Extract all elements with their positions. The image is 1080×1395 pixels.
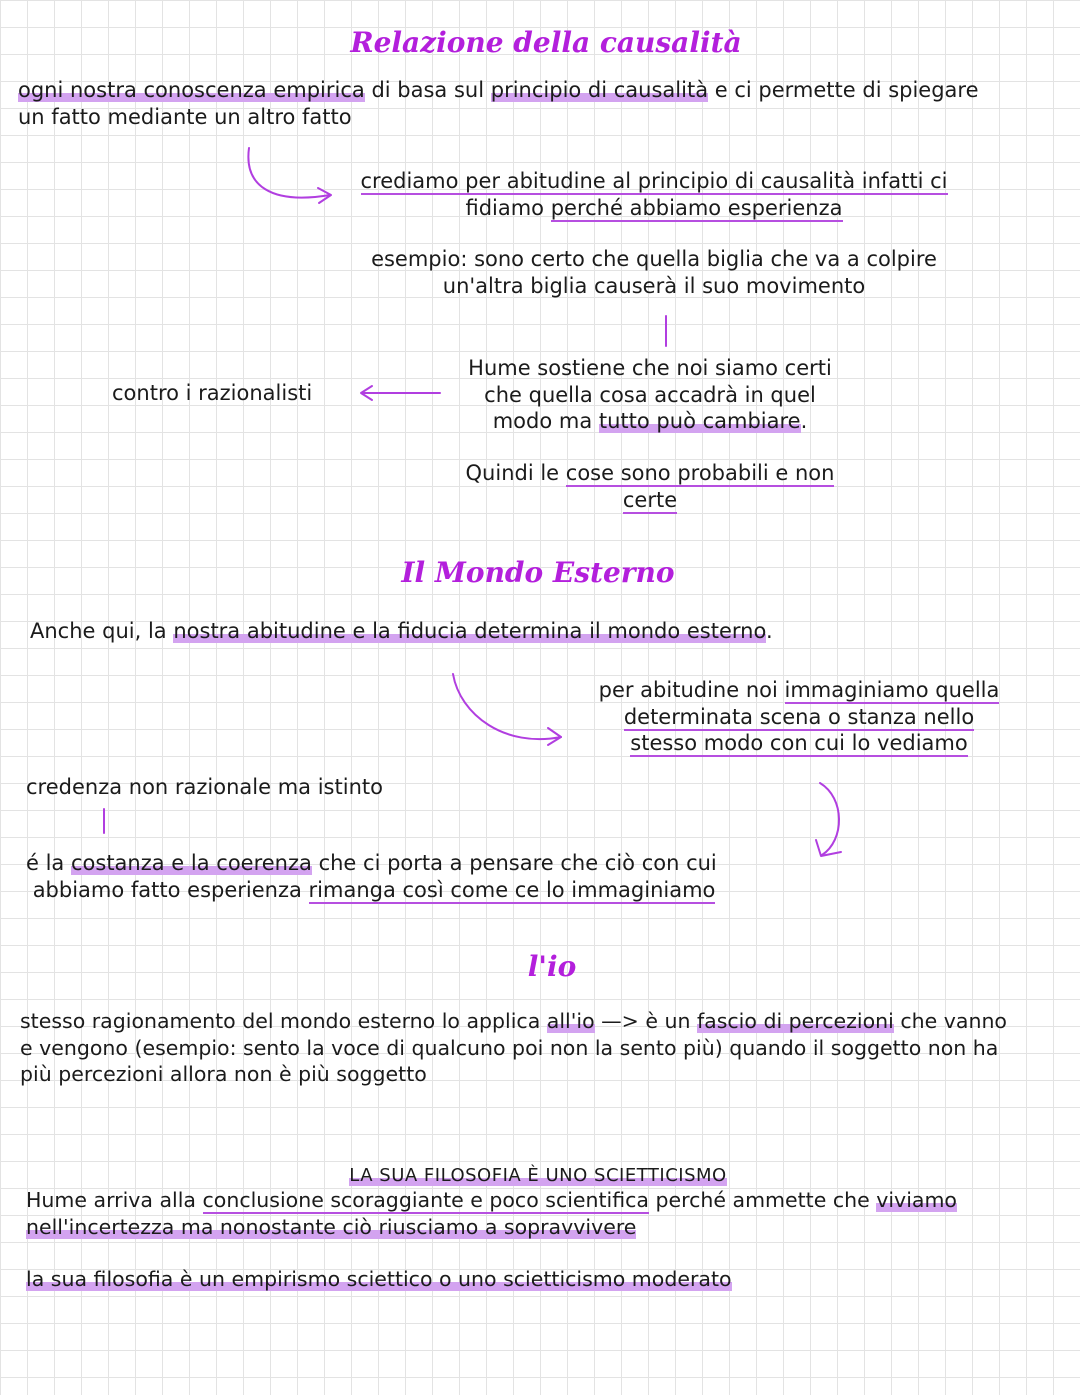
text-fragment: un fatto mediante un altro fatto bbox=[18, 104, 352, 129]
text-fragment: di basa sul bbox=[364, 78, 491, 102]
paragraph-probabili bbox=[430, 460, 870, 513]
highlight-incertezza: nell'incertezza ma nonostante ciò riusciamo a sopravvivere bbox=[26, 1214, 637, 1239]
paragraph-esempio-biglia bbox=[300, 246, 1008, 299]
text-fragment: modo ma bbox=[492, 409, 599, 433]
text-fragment: fidiamo bbox=[465, 195, 551, 220]
highlight-heading: LA SUA FILOSOFIA È UNO SCIETTICISMO bbox=[349, 1165, 727, 1186]
text-fragment: e ci permette di spiegare bbox=[708, 78, 979, 102]
text-fragment: un'altra biglia causerà il suo movimento bbox=[442, 273, 866, 298]
text-fragment: per abitudine noi bbox=[598, 678, 785, 702]
highlight-io: all'io bbox=[546, 1009, 595, 1033]
highlight-principio: principio di causalità bbox=[490, 78, 709, 102]
underline-probabili: cose sono probabili e non bbox=[565, 461, 835, 485]
paragraph-credenza-istinto: credenza non razionale ma istinto bbox=[26, 775, 383, 799]
text-fragment: —> è un bbox=[594, 1009, 697, 1033]
text-fragment: esempio: sono certo che quella biglia che va a colpire bbox=[371, 247, 937, 271]
paragraph-conoscenza-empirica bbox=[18, 77, 979, 130]
paragraph-abitudine-fiducia bbox=[30, 618, 773, 645]
paragraph-immaginiamo-scena bbox=[574, 677, 1024, 757]
highlight-cambiare: tutto può cambiare bbox=[598, 409, 801, 433]
text-fragment: che quella cosa accadrà in quel bbox=[484, 382, 816, 407]
text-fragment: perché ammette che bbox=[649, 1188, 877, 1212]
text-fragment: Anche qui, la bbox=[30, 619, 174, 643]
paragraph-conclusione bbox=[26, 1187, 957, 1240]
underline-esperienza: perché abbiamo esperienza bbox=[550, 195, 843, 220]
text-fragment: . bbox=[800, 409, 808, 433]
section-title-mondo-esterno: Il Mondo Esterno bbox=[401, 556, 675, 589]
paragraph-empirismo-sciettico bbox=[26, 1266, 732, 1293]
text-fragment: più percezioni allora non è più soggetto bbox=[20, 1062, 427, 1086]
underline-certe: certe bbox=[622, 487, 678, 512]
connector-line-icon bbox=[102, 807, 106, 835]
text-fragment: e vengono (esempio: sento la voce di qualcuno poi non la sento più) quando il soggetto non ha bbox=[20, 1035, 999, 1060]
section-title-io: l'io bbox=[527, 950, 577, 983]
left-arrow-icon bbox=[356, 384, 446, 404]
connector-line-icon bbox=[664, 314, 668, 348]
text-fragment: Quindi le bbox=[465, 461, 566, 485]
text-fragment: che vanno bbox=[893, 1009, 1007, 1033]
text-fragment: abbiamo fatto esperienza bbox=[32, 877, 309, 902]
underline-immaginiamo: immaginiamo quella bbox=[784, 678, 1000, 702]
underline-determinata: determinata scena o stanza nello bbox=[623, 704, 975, 729]
highlight-conoscenza: ogni nostra conoscenza empirica bbox=[18, 78, 365, 102]
curved-arrow-icon bbox=[445, 670, 575, 750]
highlight-empirismo: la sua filosofia è un empirismo sciettico o uno scietticismo moderato bbox=[26, 1267, 732, 1291]
highlight-abitudine-fiducia: nostra abitudine e la fiducia determina il mondo esterno bbox=[173, 619, 766, 643]
text-fragment: Hume arriva alla bbox=[26, 1188, 203, 1212]
heading-scietticismo bbox=[0, 1163, 1076, 1190]
text-fragment: stesso ragionamento del mondo esterno lo applica bbox=[20, 1009, 547, 1033]
paragraph-io-percezioni bbox=[20, 1008, 1007, 1088]
text-fragment: che ci porta a pensare che ciò con cui bbox=[311, 851, 717, 875]
highlight-costanza: costanza e la coerenza bbox=[70, 851, 312, 875]
side-note-razionalisti: contro i razionalisti bbox=[112, 381, 313, 405]
paragraph-hume-certezza bbox=[430, 355, 870, 435]
underline-crediamo: crediamo per abitudine al principio di causalità infatti ci bbox=[360, 169, 948, 193]
underline-rimanga: rimanga così come ce lo immaginiamo bbox=[308, 877, 716, 902]
paragraph-costanza-coerenza bbox=[26, 850, 717, 903]
text-fragment: é la bbox=[26, 851, 71, 875]
underline-conclusione: conclusione scoraggiante e poco scientifica bbox=[202, 1188, 649, 1212]
highlight-viviamo: viviamo bbox=[876, 1188, 957, 1212]
text-fragment: Hume sostiene che noi siamo certi bbox=[468, 356, 832, 380]
paragraph-abitudine-causalita bbox=[300, 168, 1008, 221]
curved-arrow-icon bbox=[810, 780, 870, 860]
section-title-causalita: Relazione della causalità bbox=[350, 26, 742, 59]
text-fragment: . bbox=[765, 619, 773, 643]
underline-stesso-modo: stesso modo con cui lo vediamo bbox=[630, 731, 968, 755]
highlight-fascio: fascio di percezioni bbox=[696, 1009, 894, 1033]
